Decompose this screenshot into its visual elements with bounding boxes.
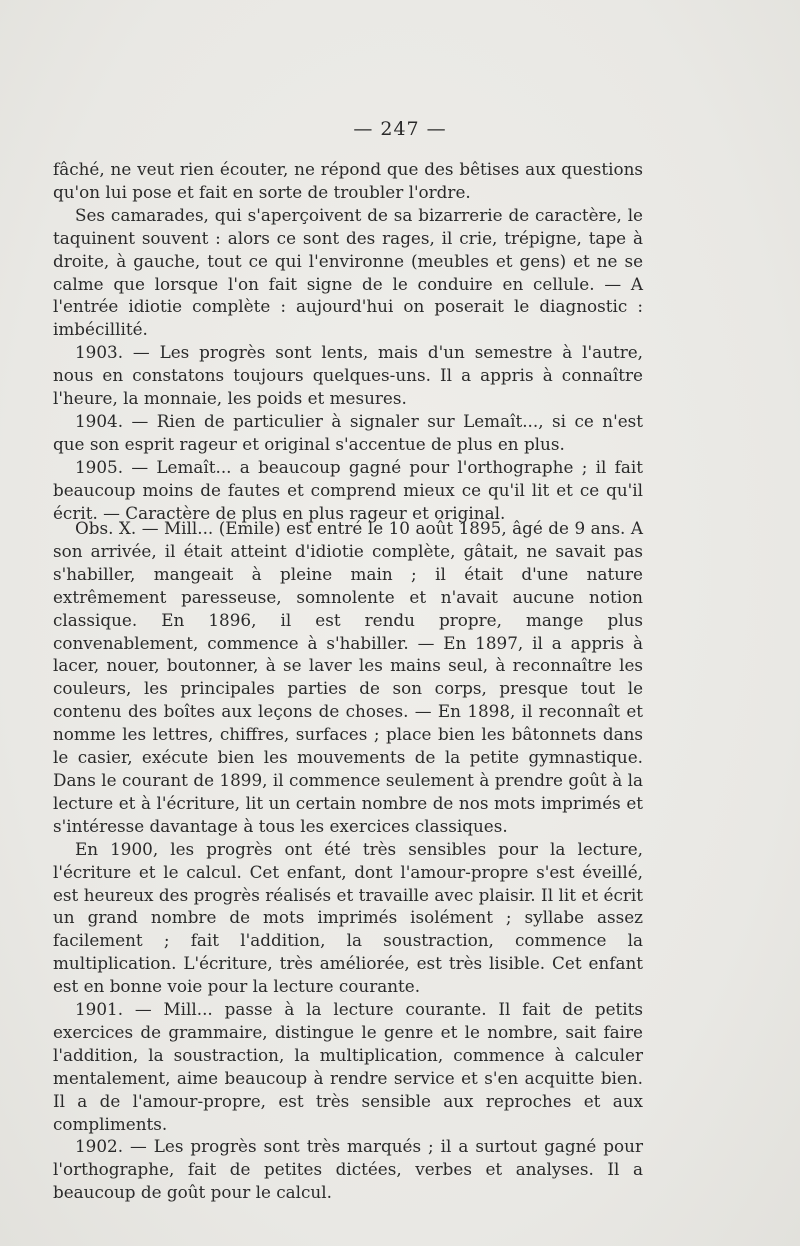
paragraph: 1901. — Mill... passe à la lecture courante. Il fait de petits exercices de grammaire, distingue le genre et le nombre, sait faire l'addition, la soustraction, la multiplication, commence à calculer mentalement, aime beaucoup à rendre service et s'en acquitte bien. Il a de l'amour-propre, est très sensible aux reproches et aux compliments. [53, 999, 643, 1134]
paragraph: 1903. — Les progrès sont lents, mais d'un semestre à l'autre, nous en constatons toujours quelques-uns. Il a appris à connaître l'heure, la monnaie, les poids et mesures. [53, 342, 643, 409]
text-section-1 [53, 158, 643, 525]
paragraph: 1904. — Rien de particulier à signaler sur Lemaît..., si ce n'est que son esprit rageur et original s'accentue de plus en plus. [53, 410, 643, 454]
paragraph: fâché, ne veut rien écouter, ne répond que des bêtises aux questions qu'on lui pose et fait en sorte de troubler l'ordre. [53, 159, 643, 202]
paragraph: 1902. — Les progrès sont très marqués ; il a surtout gagné pour l'orthographe, fait de petites dictées, verbes et analyses. Il a beaucoup de goût pour le calcul. [53, 1136, 643, 1203]
paragraph: En 1900, les progrès ont été très sensibles pour la lecture, l'écriture et le calcul. Cet enfant, dont l'amour-propre s'est éveillé, est heureux des progrès réalisés et travaille avec plaisir. Il lit et écrit un grand nombre de mots imprimés isolément ; syllabe assez facilement ; fait l'addition, la soustraction, commence la multiplication. L'écriture, très améliorée, est très lisible. Cet enfant est en bonne voie pour la lecture courante. [53, 838, 643, 997]
paragraph: 1905. — Lemaît... a beaucoup gagné pour l'orthographe ; il fait beaucoup moins de fautes et comprend mieux ce qu'il lit et ce qu'il écrit. — Caractère de plus en plus rageur et original. [53, 456, 643, 523]
paragraph: Ses camarades, qui s'aperçoivent de sa bizarrerie de caractère, le taquinent souvent : alors ce sont des rages, il crie, trépigne, tape à droite, à gauche, tout ce qui l'environne (meubles et gens) et ne se calme que lorsque l'on fait signe de le conduire en cellule. — A l'entrée idiotie complète : aujourd'hui on poserait le diagnostic : imbécillité. [53, 204, 643, 340]
text-section-2 [53, 517, 643, 1204]
paragraph: Obs. X. — Mill... (Emile) est entré le 10 août 1895, âgé de 9 ans. A son arrivée, il était atteint d'idiotie complète, gâtait, ne savait pas s'habiller, mangeait à pleine main ; il était d'une nature extrêmement paresseuse, somnolente et n'avait aucune notion classique. En 1896, il est rendu propre, mange plus convenablement, commence à s'habiller. — En 1897, il a appris à lacer, nouer, boutonner, à se laver les mains seul, à reconnaître les couleurs, les principales parties de son corps, presque tout le contenu des boîtes aux leçons de choses. — En 1898, il reconnaît et nomme les lettres, chiffres, surfaces ; place bien les bâtonnets dans le casier, exécute bien les mouvements de la petite gymnastique. Dans le courant de 1899, il commence seulement à prendre goût à la lecture et à l'écriture, lit un certain nombre de nos mots imprimés et s'intéresse davantage à tous les exercices classiques. [53, 518, 643, 836]
page-number: — 247 — [353, 118, 447, 140]
